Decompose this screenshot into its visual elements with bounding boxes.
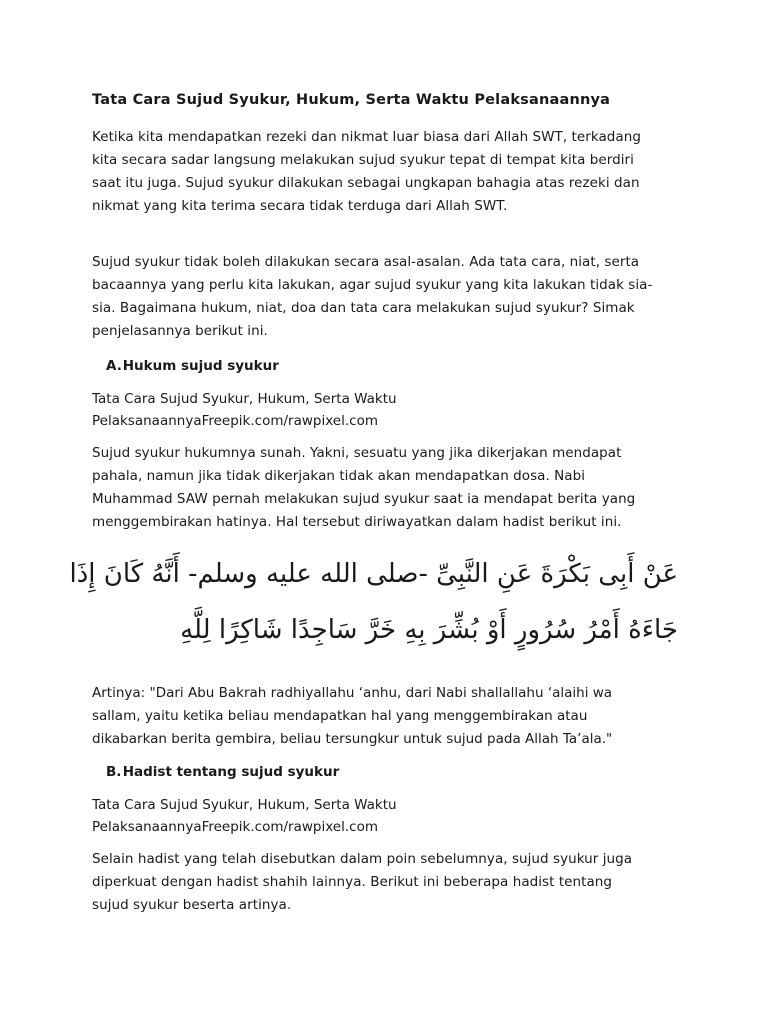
text-line: Sujud syukur hukumnya sunah. Yakni, sesuatu yang jika dikerjakan mendapat bbox=[92, 445, 622, 461]
text-line: pahala, namun jika tidak dikerjakan tidak akan mendapatkan dosa. Nabi bbox=[92, 468, 586, 484]
section-heading-text: Hadist tentang sujud syukur bbox=[122, 764, 340, 780]
text-line: saat itu juga. Sujud syukur dilakukan sebagai ungkapan bahagia atas rezeki dan bbox=[92, 175, 640, 191]
text-line: Ketika kita mendapatkan rezeki dan nikmat luar biasa dari Allah SWT, terkadang bbox=[92, 129, 641, 145]
text-line: bacaannya yang perlu kita lakukan, agar sujud syukur yang kita lakukan tidak sia- bbox=[92, 277, 653, 293]
text-line: diperkuat dengan hadist shahih lainnya. Berikut ini beberapa hadist tentang bbox=[92, 874, 613, 890]
second-paragraph bbox=[92, 251, 692, 343]
text-line: menggembirakan hatinya. Hal tersebut diriwayatkan dalam hadist berikut ini. bbox=[92, 514, 622, 530]
arabic-line: جَاءَهُ أَمْرُ سُرُورٍ أَوْ بُشِّرَ بِهِ خَرَّ سَاجِدًا شَاكِرًا لِلَّهِ bbox=[180, 615, 678, 645]
section-b-body bbox=[92, 848, 692, 917]
text-line: sia. Bagaimana hukum, niat, doa dan tata cara melakukan sujud syukur? Simak bbox=[92, 300, 635, 316]
document-title: Tata Cara Sujud Syukur, Hukum, Serta Waktu Pelaksanaannya bbox=[92, 92, 611, 108]
image-caption bbox=[92, 388, 692, 432]
caption-line: PelaksanaannyaFreepik.com/rawpixel.com bbox=[92, 413, 378, 429]
text-line: Muhammad SAW pernah melakukan sujud syukur saat ia mendapat berita yang bbox=[92, 491, 636, 507]
arabic-line: عَنْ أَبِى بَكْرَةَ عَنِ النَّبِىِّ -صلى الله عليه وسلم- أَنَّهُ كَانَ إِذَا bbox=[69, 559, 678, 589]
text-line: nikmat yang kita terima secara tidak terduga dari Allah SWT. bbox=[92, 198, 508, 214]
section-a-body bbox=[92, 442, 692, 534]
section-letter: B. bbox=[106, 764, 122, 780]
text-line: penjelasannya berikut ini. bbox=[92, 323, 268, 339]
hadith-translation bbox=[92, 682, 692, 751]
intro-paragraph bbox=[92, 126, 692, 218]
text-line: dikabarkan berita gembira, beliau tersungkur untuk sujud pada Allah Ta’ala." bbox=[92, 731, 613, 747]
text-line: Sujud syukur tidak boleh dilakukan secara asal-asalan. Ada tata cara, niat, serta bbox=[92, 254, 640, 270]
text-line: Selain hadist yang telah disebutkan dalam poin sebelumnya, sujud syukur juga bbox=[92, 851, 633, 867]
text-line: Artinya: "Dari Abu Bakrah radhiyallahu ‘anhu, dari Nabi shallallahu ‘alaihi wa bbox=[92, 685, 613, 701]
text-line: sujud syukur beserta artinya. bbox=[92, 897, 292, 913]
section-a-heading bbox=[106, 355, 692, 377]
caption-line: PelaksanaannyaFreepik.com/rawpixel.com bbox=[92, 819, 378, 835]
arabic-hadith bbox=[69, 546, 678, 658]
document-page bbox=[69, 88, 692, 929]
caption-line: Tata Cara Sujud Syukur, Hukum, Serta Waktu bbox=[92, 391, 397, 407]
caption-line: Tata Cara Sujud Syukur, Hukum, Serta Waktu bbox=[92, 797, 397, 813]
section-letter: A. bbox=[106, 358, 122, 374]
text-line: sallam, yaitu ketika beliau mendapatkan hal yang menggembirakan atau bbox=[92, 708, 588, 724]
section-b-heading bbox=[106, 761, 692, 783]
text-line: kita secara sadar langsung melakukan sujud syukur tepat di tempat kita berdiri bbox=[92, 152, 634, 168]
image-caption bbox=[92, 794, 692, 838]
section-heading-text: Hukum sujud syukur bbox=[122, 358, 279, 374]
